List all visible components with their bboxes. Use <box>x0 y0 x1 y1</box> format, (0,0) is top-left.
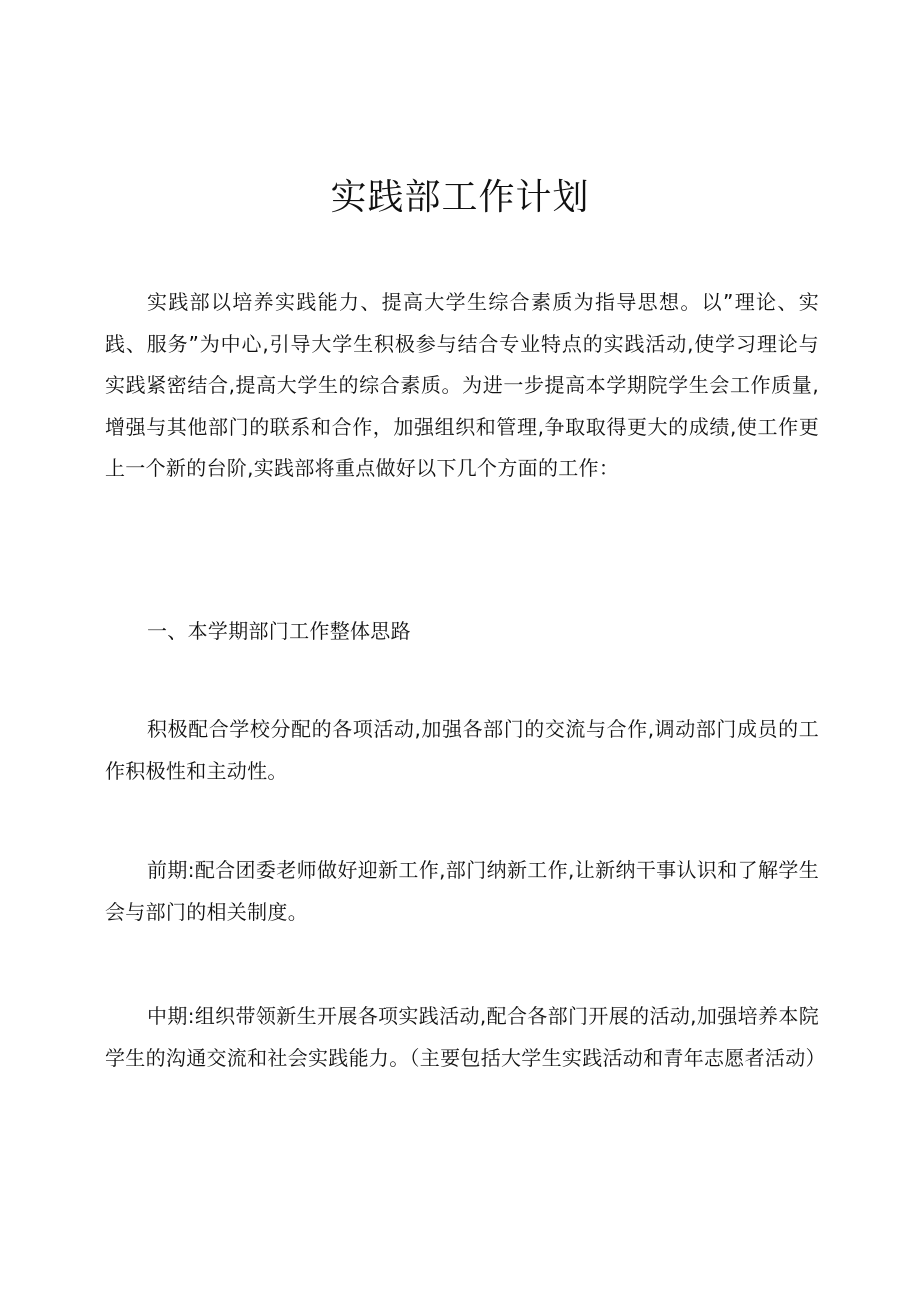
mid-stage-paragraph: 中期:组织带领新生开展各项实践活动,配合各部门开展的活动,加强培养本院学生的沟通交流和社会实践能力。（主要包括大学生实践活动和青年志愿者活动） <box>105 1004 826 1070</box>
section-1-paragraph: 积极配合学校分配的各项活动,加强各部门的交流与合作,调动部门成员的工作积极性和主动性。 <box>105 717 819 783</box>
section-heading-1: 一、本学期部门工作整体思路 <box>147 619 411 643</box>
early-stage-paragraph: 前期:配合团委老师做好迎新工作,部门纳新工作,让新纳干事认识和了解学生会与部门的相关制度。 <box>105 858 819 924</box>
document-title: 实践部工作计划 <box>330 177 590 218</box>
intro-paragraph: 实践部以培养实践能力、提高大学生综合素质为指导思想。以”理论、实践、服务”为中心,引导大学生积极参与结合专业特点的实践活动,使学习理论与实践紧密结合,提高大学生的综合素质。为进一步提高本学期院学生会工作质量,增强与其他部门的联系和合作，加强组织和管理,争取取得更大的成绩,使工作更上一个新的台阶,实践部将重点做好以下几个方面的工作： <box>105 290 819 480</box>
